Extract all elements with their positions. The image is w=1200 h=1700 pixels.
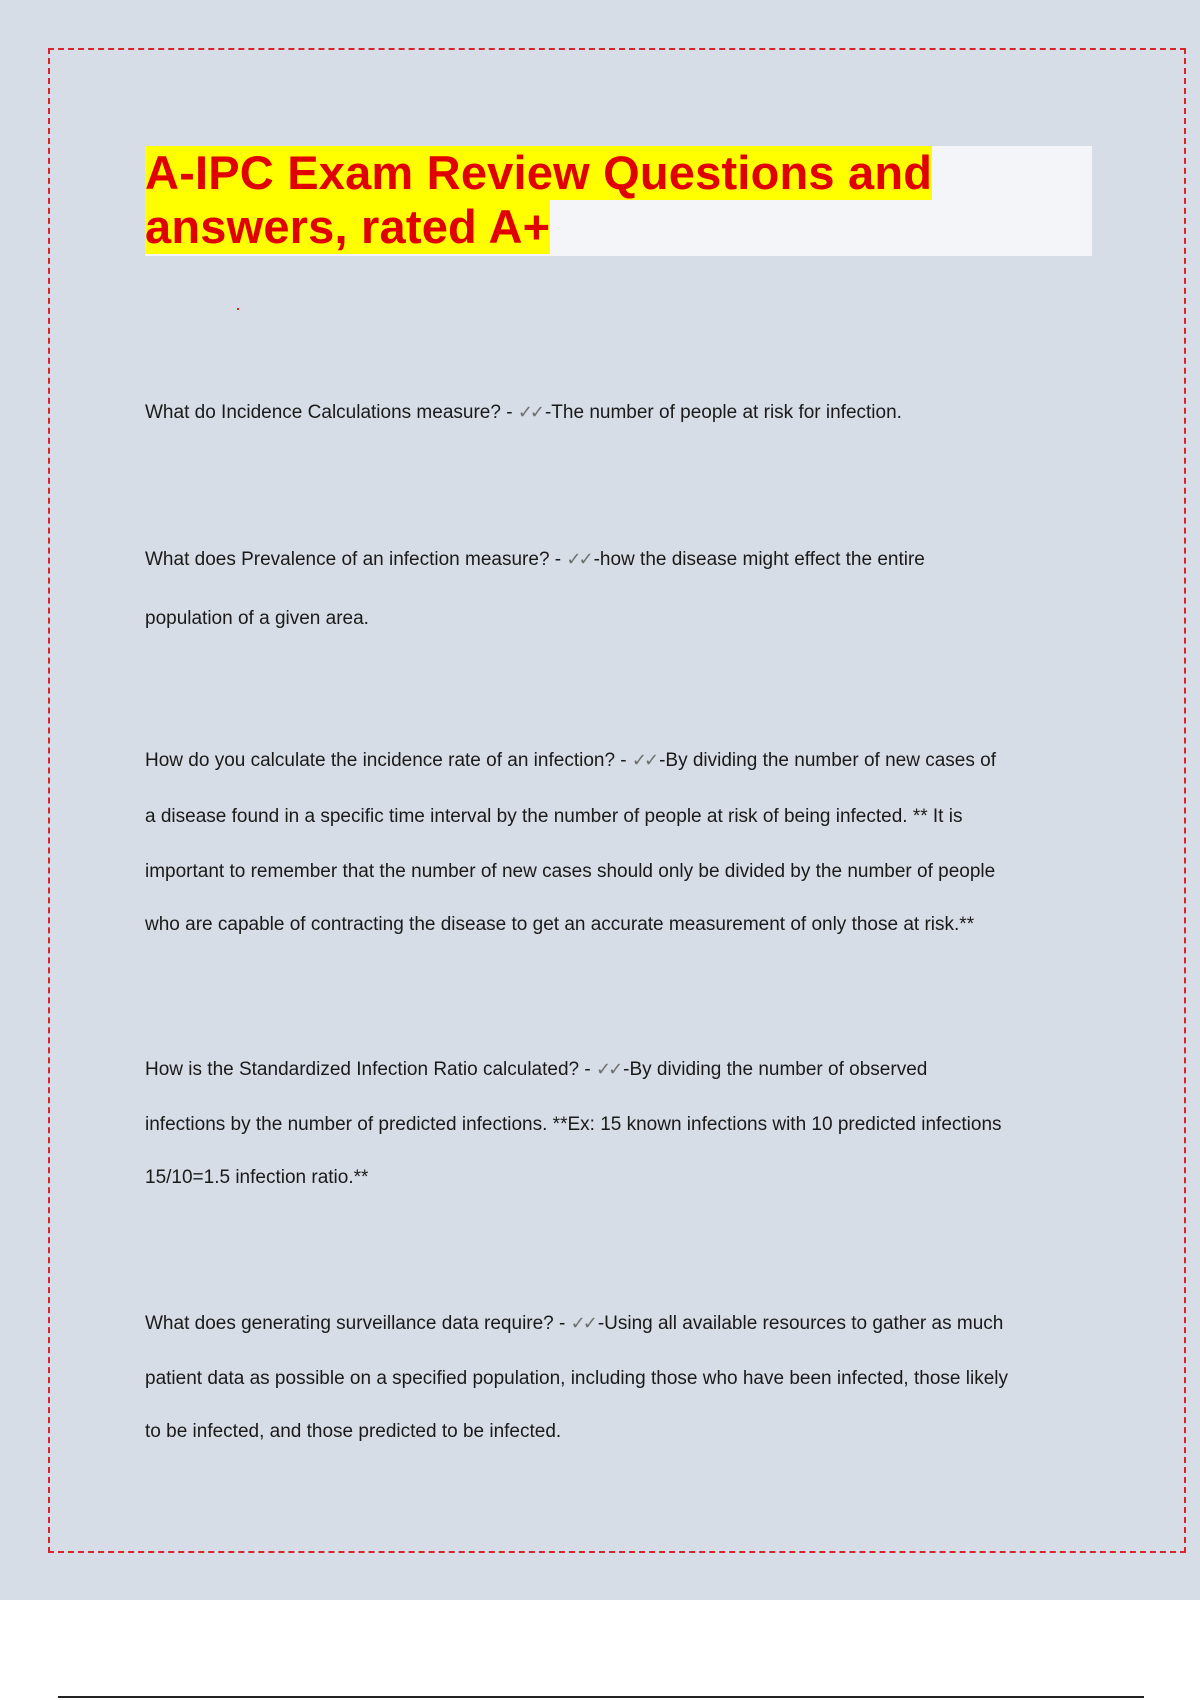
qa-item-surveillance-data [145, 1296, 1090, 1458]
qa-line [145, 733, 1090, 789]
double-check-icon: ✓✓ [595, 1059, 621, 1080]
stray-dot [237, 308, 239, 310]
answer-continuation: population of a given area. [145, 608, 369, 629]
qa-item-prevalence [145, 530, 1090, 648]
answer-text: -Using all available resources to gather as much [597, 1313, 1004, 1334]
qa-line [145, 1296, 1090, 1352]
question-text: What does Prevalence of an infection measure? - [145, 549, 567, 570]
answer-text: -how the disease might effect the entire [593, 549, 925, 570]
qa-line [145, 1042, 1090, 1098]
answer-continuation: important to remember that the number of new cases should only be divided by the number of people [145, 861, 996, 882]
question-text: What do Incidence Calculations measure? - [145, 402, 518, 423]
qa-item-incidence-calculations [145, 385, 1090, 441]
qa-line [145, 530, 1090, 589]
question-text: What does generating surveillance data require? - [145, 1313, 571, 1334]
answer-continuation: patient data as possible on a specified population, including those who have been infected, those likely [145, 1368, 1008, 1389]
document-title [145, 146, 1092, 256]
double-check-icon: ✓✓ [570, 1313, 595, 1334]
title-line-1: A-IPC Exam Review Questions and [145, 146, 933, 199]
qa-line [145, 385, 1090, 441]
answer-continuation: 15/10=1.5 infection ratio.** [145, 1167, 369, 1188]
title-line-2: answers, rated A+ [145, 200, 551, 253]
answer-continuation: to be infected, and those predicted to be infected. [145, 1421, 562, 1442]
double-check-icon: ✓✓ [631, 750, 657, 771]
answer-continuation: who are capable of contracting the disease to get an accurate measurement of only those at risk.** [145, 914, 975, 935]
double-check-icon: ✓✓ [566, 549, 591, 570]
footer-divider [58, 1696, 1144, 1698]
answer-text: -By dividing the number of observed [623, 1059, 928, 1080]
answer-continuation: infections by the number of predicted infections. **Ex: 15 known infections with 10 predicted infections [145, 1114, 1002, 1135]
question-text: How is the Standardized Infection Ratio calculated? - [145, 1059, 596, 1080]
answer-continuation: a disease found in a specific time interval by the number of people at risk of being infected. ** It is [145, 806, 963, 827]
double-check-icon: ✓✓ [517, 402, 542, 423]
qa-item-incidence-rate [145, 733, 1090, 951]
answer-text: -By dividing the number of new cases of [659, 750, 996, 771]
qa-item-standardized-infection-ratio [145, 1042, 1090, 1204]
answer-text: -The number of people at risk for infection. [544, 402, 902, 423]
question-text: How do you calculate the incidence rate of an infection? - [145, 750, 632, 771]
